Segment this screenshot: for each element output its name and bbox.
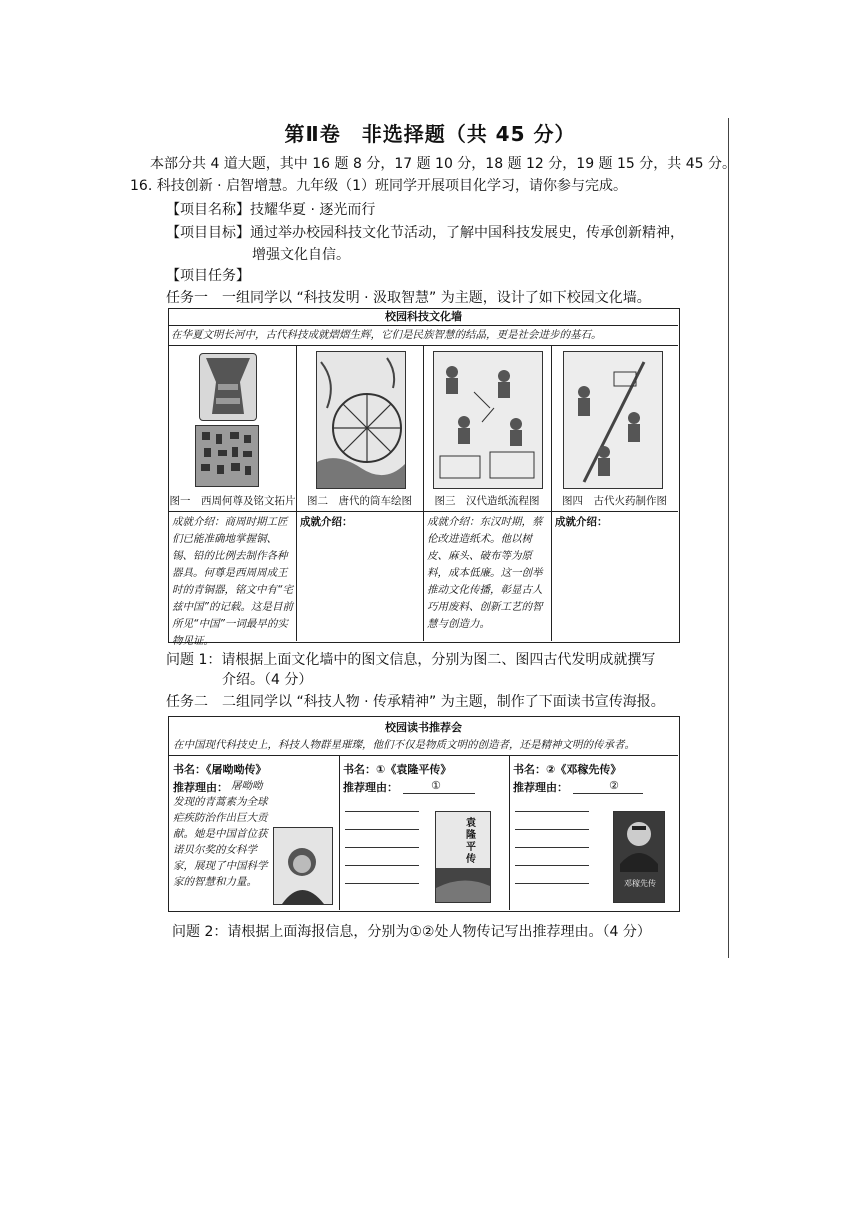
poster-title: 校园读书推荐会 [385, 721, 462, 734]
question-1: 问题 1：请根据上面文化墙中的图文信息，分别为图二、图四古代发明成就撰写 [166, 652, 656, 668]
bronze-zun-image [199, 353, 257, 421]
answer-line [515, 811, 589, 812]
book-2-reason-blank [403, 793, 475, 794]
papermaking-process-image [433, 351, 543, 489]
book-3-name: 书名：②《邓稼先传》 [513, 763, 622, 776]
question-1-cont: 介绍。（4 分） [222, 672, 313, 688]
project-goal-cont: 增强文化自信。 [252, 247, 350, 263]
question-2: 问题 2：请根据上面海报信息，分别为①②处人物传记写出推荐理由。（4 分） [172, 924, 651, 940]
book-2-name: 书名：①《袁隆平传》 [343, 763, 452, 776]
book-3-reason-blank [573, 793, 643, 794]
project-tasks: 【项目任务】 [166, 268, 250, 284]
answer-line [515, 883, 589, 884]
section-intro: 本部分共 4 道大题，其中 16 题 8 分，17 题 10 分，18 题 12 分，19 题 15 分，共 45 分。 [150, 156, 736, 172]
achievement-intro-3: 成就介绍：东汉时期，蔡伦改进造纸术。他以树皮、麻头、破布等为原料，成本低廉。这一创举推动文化传播，彰显古人巧用废料、创新工艺的智慧与创造力。 [427, 516, 543, 630]
reading-poster [168, 716, 680, 912]
book-3-reason-label: 推荐理由： [513, 781, 568, 794]
wall-lead: 在华夏文明长河中，古代科技成就熠熠生辉，它们是民族智慧的结晶，更是社会进步的基石。 [171, 329, 602, 341]
task-1: 任务一 一组同学以 “科技发明 · 汲取智慧” 为主题，设计了如下校园文化墙。 [166, 290, 651, 306]
book-1-reason-label: 推荐理由： [173, 781, 228, 794]
answer-line [345, 829, 419, 830]
divider [169, 511, 678, 512]
divider [169, 755, 678, 756]
tu-youyou-book-cover [273, 827, 333, 905]
answer-line [515, 865, 589, 866]
project-name: 【项目名称】技耀华夏 · 逐光而行 [166, 202, 376, 218]
yuan-longping-book-cover [435, 811, 491, 903]
answer-line [345, 883, 419, 884]
figure-2-caption: 图二 唐代的筒车绘图 [307, 495, 412, 507]
poster-lead: 在中国现代科技史上，科技人物群星璀璨，他们不仅是物质文明的创造者，还是精神文明的传承者。 [173, 739, 635, 751]
divider [509, 755, 510, 910]
blank-marker-2: ② [609, 779, 619, 792]
water-wheel-drawing [316, 351, 406, 489]
figure-4-caption: 图四 古代火药制作图 [562, 495, 667, 507]
inscription-rubbing-image [195, 425, 259, 487]
book-1-reason: 屠呦呦发现的青蒿素为全球疟疾防治作出巨大贡献。她是中国首位获诺贝尔奖的女科学家，展现了中国科学家的智慧和力量。 [173, 780, 268, 888]
achievement-intro-1: 成就介绍：商周时期工匠们已能准确地掌握铜、锡、铅的比例去制作各种器具。何尊是西周周成王时的青铜器，铭文中有“宅兹中国”的记载。这是目前所见“中国”一词最早的实物见证。 [172, 516, 293, 647]
figure-1-caption: 图一 西周何尊及铭文拓片 [169, 495, 296, 507]
culture-wall [168, 308, 680, 647]
wall-title: 校园科技文化墙 [169, 309, 678, 326]
achievement-intro-4-label: 成就介绍： [555, 516, 608, 528]
answer-line [515, 829, 589, 830]
gunpowder-making-image [563, 351, 663, 489]
divider [339, 755, 340, 910]
figure-3-caption: 图三 汉代造纸流程图 [434, 495, 540, 507]
blank-marker-1: ① [431, 779, 441, 792]
project-goal: 【项目目标】通过举办校园科技文化节活动，了解中国科技发展史，传承创新精神， [166, 225, 684, 241]
answer-line [345, 847, 419, 848]
achievement-intro-2-label: 成就介绍： [300, 516, 353, 528]
book-2-cover-title: 袁隆平传 [466, 818, 476, 865]
book-1-name: 书名：《屠呦呦传》 [173, 763, 267, 776]
deng-jiaxian-book-cover [613, 811, 665, 903]
answer-line [515, 847, 589, 848]
question-16-stem: 16. 科技创新 · 启智增慧。九年级（1）班同学开展项目化学习，请你参与完成。 [130, 178, 627, 194]
answer-line [345, 811, 419, 812]
book-3-cover-title: 邓稼先传 [624, 879, 656, 888]
book-2-reason-label: 推荐理由： [343, 781, 398, 794]
page-margin-line [728, 118, 729, 958]
section-title: 第Ⅱ卷 非选择题（共 45 分） [284, 122, 576, 146]
answer-line [345, 865, 419, 866]
task-2: 任务二 二组同学以 “科技人物 · 传承精神” 为主题，制作了下面读书宣传海报。 [166, 694, 665, 710]
